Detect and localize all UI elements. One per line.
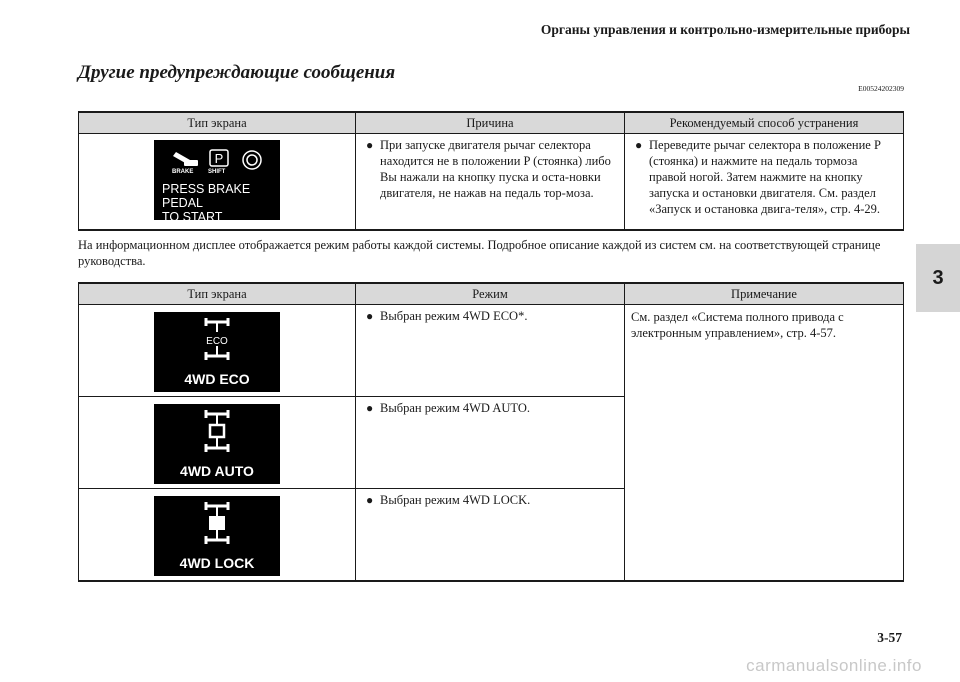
mode-text: Выбран режим 4WD ECO*.	[380, 309, 528, 323]
mode-text: Выбран режим 4WD AUTO.	[380, 401, 530, 415]
screen-message-line-1: PRESS BRAKE PEDAL	[162, 182, 251, 210]
remedy-text: Переведите рычаг селектора в положение P (стоянка) и нажмите на педаль тормоза правой ногой. Затем нажмите на кнопку запуска и остановки двигателя. См. раздел «Запуск и остановка двига-теля», стр. 4-29.	[649, 138, 881, 216]
foot-pedal-icon	[173, 152, 198, 166]
column-header: Тип экрана	[79, 112, 356, 134]
locked-coupling-icon	[210, 517, 224, 529]
screen-cell	[79, 489, 356, 582]
p-letter: P	[214, 151, 224, 166]
push-button-icon	[243, 151, 261, 169]
shift-label: SHIFT	[208, 169, 226, 175]
drivetrain-icon	[154, 496, 280, 546]
coupling-box-icon	[210, 425, 224, 437]
eco-text: ECO	[206, 336, 228, 347]
brake-shift-warning-screen	[154, 140, 280, 224]
4wd-lock-screen	[154, 496, 280, 576]
chapter-tab: 3	[916, 244, 960, 312]
note-text: См. раздел «Система полного привода с электронным управлением», стр. 4-57.	[631, 310, 844, 340]
reason-text: При запуске двигателя рычаг селектора находится не в положении P (стоянка) либо Вы нажали на кнопку пуска и оста-новки двигателя, не нажав на педаль тор-моза.	[380, 138, 611, 200]
column-header: Режим	[356, 283, 625, 305]
section-code: E00524202309	[858, 84, 904, 93]
table-header-row	[79, 283, 904, 305]
screen-message-line-2: TO START	[162, 210, 223, 224]
drivetrain-icon	[154, 312, 280, 362]
section-title: Другие предупреждающие сообщения	[78, 62, 396, 83]
watermark: carmanualsonline.info	[746, 656, 922, 675]
screen-cell	[79, 305, 356, 397]
mode-text: Выбран режим 4WD LOCK.	[380, 493, 531, 507]
brake-label: BRAKE	[172, 169, 194, 175]
remedy-cell	[625, 134, 904, 230]
4wd-auto-screen	[154, 404, 280, 484]
drivetrain-icon	[154, 404, 280, 454]
table-header-row	[79, 112, 904, 134]
description-paragraph: На информационном дисплее отображается режим работы каждой системы. Подробное описание каждой из систем см. на соответствующей странице руководства.	[78, 238, 881, 268]
running-header: Органы управления и контрольно-измерительные приборы	[540, 22, 910, 37]
screen-mode-label: 4WD AUTO	[180, 463, 254, 479]
screen-mode-label: 4WD LOCK	[179, 555, 255, 571]
reason-cell	[356, 134, 625, 230]
bullet-icon: ●	[366, 493, 374, 507]
bullet-icon: ●	[366, 401, 374, 415]
page-number: 3-57	[877, 630, 902, 645]
mode-cell	[356, 489, 625, 582]
bullet-icon: ●	[366, 309, 374, 323]
drive-mode-table	[78, 282, 904, 582]
column-header: Причина	[356, 112, 625, 134]
warning-messages-table	[78, 111, 904, 231]
table-row	[79, 305, 904, 397]
table-row	[79, 134, 904, 230]
4wd-eco-screen	[154, 312, 280, 392]
column-header: Тип экрана	[79, 283, 356, 305]
screen-mode-label: 4WD ECO	[184, 371, 250, 387]
column-header: Рекомендуемый способ устранения	[625, 112, 904, 134]
bullet-icon: ●	[366, 138, 374, 152]
mode-cell	[356, 305, 625, 397]
screen-message	[162, 182, 280, 224]
column-header: Примечание	[625, 283, 904, 305]
note-cell	[625, 305, 904, 582]
screen-cell	[79, 134, 356, 230]
mode-cell	[356, 397, 625, 489]
bullet-icon: ●	[635, 138, 643, 152]
screen-cell	[79, 397, 356, 489]
